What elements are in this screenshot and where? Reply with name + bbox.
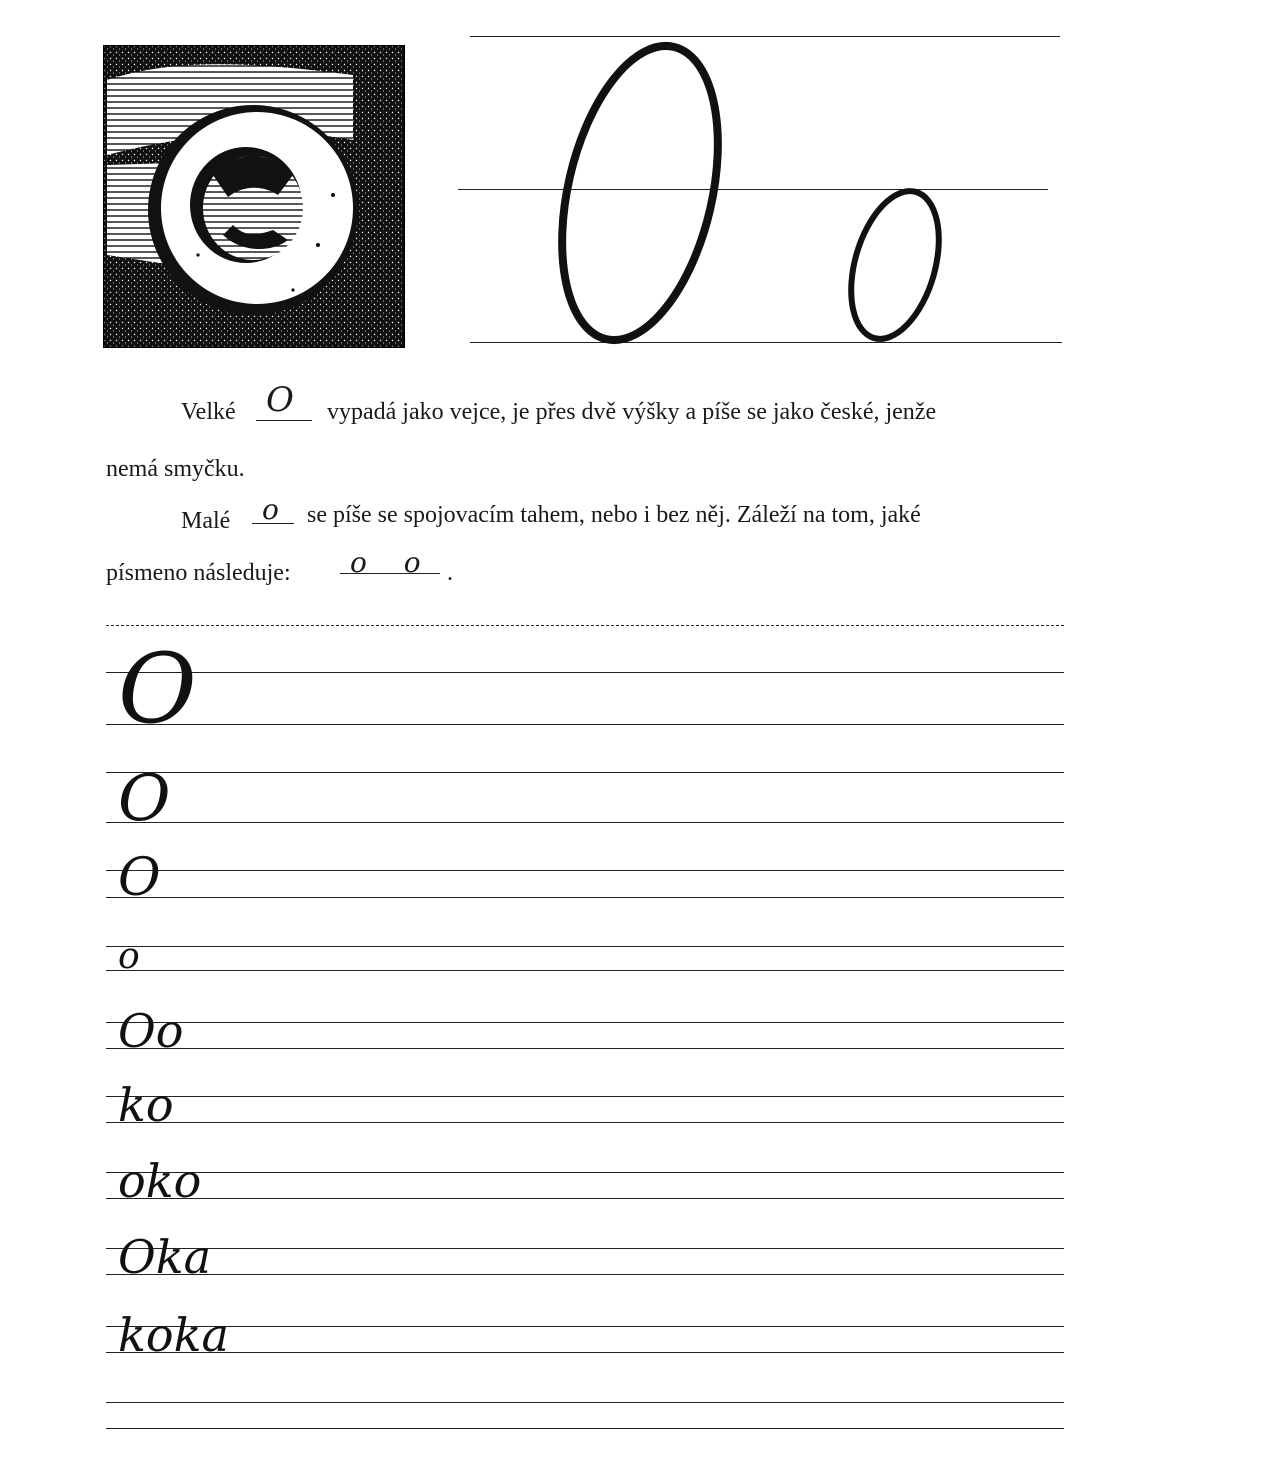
big-letter-upper-shape	[548, 40, 738, 346]
paragraph-2-period: .	[447, 560, 453, 586]
paragraph-2-glyph: o	[262, 493, 279, 526]
practice-row-5-base-line	[106, 1048, 1064, 1049]
practice-extra-line-1	[106, 1402, 1064, 1403]
paragraph-1-start: Velké	[181, 399, 236, 425]
practice-row-1-sample: O	[118, 633, 197, 746]
paragraph-1-glyph: O	[266, 380, 294, 420]
practice-row-2-top-line	[106, 772, 1064, 773]
paragraph-2-end: písmeno následuje:	[106, 560, 291, 586]
paragraph-2-glyph-underline	[252, 523, 294, 524]
practice-row-2-sample: O	[118, 761, 171, 836]
practice-row-3-sample: O	[118, 848, 161, 909]
practice-row-7-top-line	[106, 1172, 1064, 1173]
practice-row-7-base-line	[106, 1198, 1064, 1199]
practice-row-6-sample: ko	[118, 1078, 174, 1133]
paragraph-1-glyph-underline	[256, 420, 312, 421]
paragraph-2-rest: se píše se spojovacím tahem, nebo i bez něj. Záleží na tom, jaké	[307, 502, 921, 528]
guide-line-top	[470, 36, 1060, 37]
practice-row-1-top-line	[106, 672, 1064, 673]
practice-top-dashed-line	[106, 625, 1064, 626]
practice-row-4-sample: o	[118, 936, 140, 978]
big-letter-lower	[838, 186, 954, 344]
practice-row-8-sample: Oka	[118, 1230, 212, 1285]
practice-row-6-base-line	[106, 1122, 1064, 1123]
practice-row-5-top-line	[106, 1022, 1064, 1023]
practice-row-9-base-line	[106, 1352, 1064, 1353]
illustration-ring	[103, 45, 405, 348]
paragraph-1-end: nemá smyčku.	[106, 456, 245, 482]
practice-row-7-sample: oko	[118, 1154, 202, 1209]
guide-line-middle	[458, 189, 1048, 190]
practice-row-2-base-line	[106, 822, 1064, 823]
practice-row-5-sample: Oo	[118, 1004, 184, 1059]
paragraph-2-example-underline	[340, 573, 440, 574]
practice-row-8-base-line	[106, 1274, 1064, 1275]
practice-extra-line-2	[106, 1428, 1064, 1429]
practice-row-3-top-line	[106, 870, 1064, 871]
practice-row-4-base-line	[106, 970, 1064, 971]
practice-row-9-sample: koka	[118, 1308, 229, 1363]
practice-row-1-base-line	[106, 724, 1064, 725]
practice-row-3-base-line	[106, 897, 1064, 898]
practice-row-4-top-line	[106, 946, 1064, 947]
practice-row-8-top-line	[106, 1248, 1064, 1249]
big-letter-lower-shape	[838, 186, 954, 344]
paragraph-1-rest: vypadá jako vejce, je přes dvě výšky a píše se jako české, jenže	[327, 399, 937, 425]
practice-row-9-top-line	[106, 1326, 1064, 1327]
paragraph-2-example-glyphs: o o	[350, 546, 435, 579]
big-letter-upper	[548, 40, 738, 346]
paragraph-2-start: Malé	[181, 508, 231, 534]
practice-row-6-top-line	[106, 1096, 1064, 1097]
